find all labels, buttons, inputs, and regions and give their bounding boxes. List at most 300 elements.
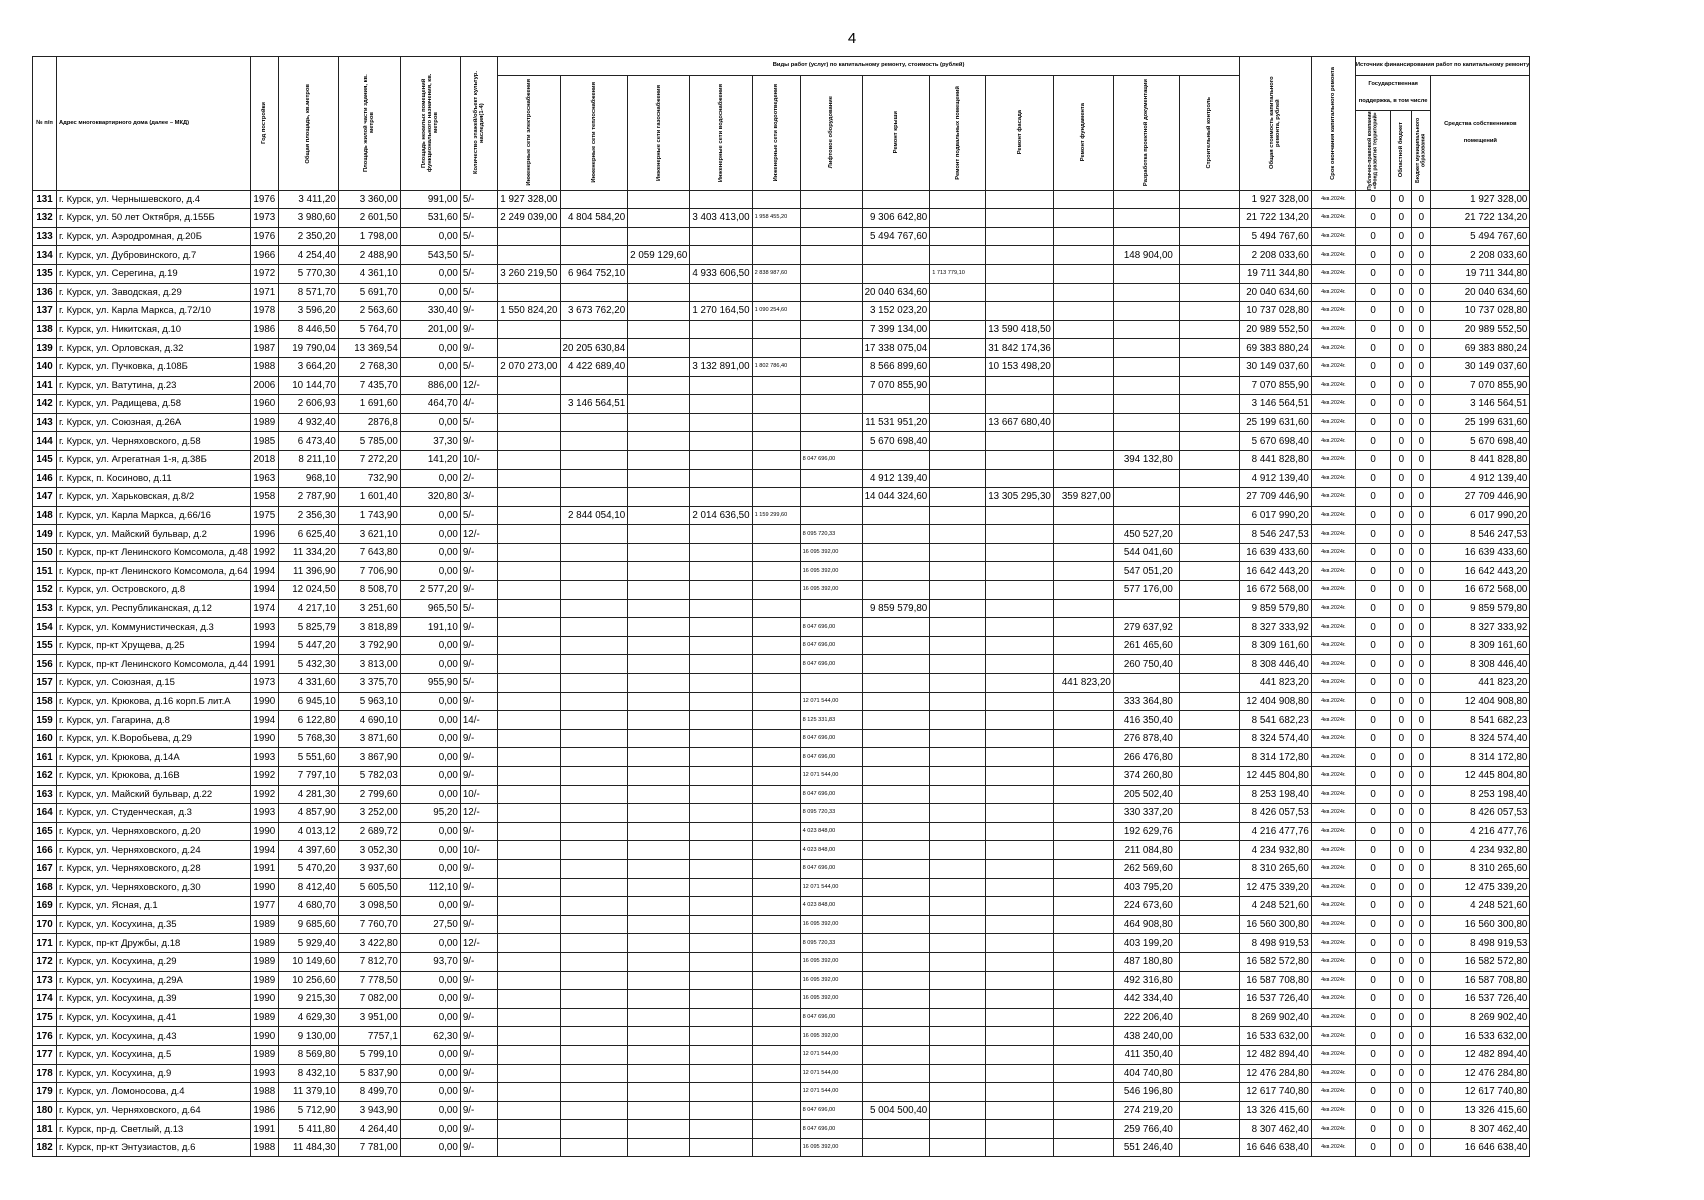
cell-deadline: 4кв.2024г. [1311, 190, 1355, 209]
header-year: Год постройки [250, 57, 278, 191]
cell-w-heat [560, 767, 628, 786]
cell-w-water [690, 1101, 752, 1120]
cell-w-sewer [752, 655, 800, 674]
cell-src-region: 0 [1391, 859, 1412, 878]
cell-w-basement [930, 246, 986, 265]
cell-deadline: 4кв.2024г. [1311, 1101, 1355, 1120]
cell-living-area: 7 435,70 [338, 376, 400, 395]
cell-w-foundation [1053, 264, 1113, 283]
cell-w-foundation [1053, 581, 1113, 600]
cell-w-control [1179, 1120, 1239, 1139]
cell-total-area: 4 932,40 [278, 413, 338, 432]
cell-n: 137 [33, 302, 57, 321]
cell-src-owners: 12 617 740,80 [1431, 1083, 1530, 1102]
table-row [33, 599, 1530, 618]
cell-src-muni: 0 [1412, 506, 1431, 525]
cell-src-region: 0 [1391, 971, 1412, 990]
cell-src-fund: 0 [1355, 859, 1391, 878]
cell-w-sewer [752, 674, 800, 693]
cell-w-sewer [752, 618, 800, 637]
cell-src-region: 0 [1391, 692, 1412, 711]
cell-w-roof [862, 952, 930, 971]
cell-w-roof: 7 399 134,00 [862, 320, 930, 339]
cell-deadline: 4кв.2024г. [1311, 618, 1355, 637]
cell-floors: 9/- [460, 1138, 497, 1157]
cell-w-basement [930, 320, 986, 339]
cell-w-sewer [752, 246, 800, 265]
cell-src-muni: 0 [1412, 990, 1431, 1009]
cell-w-lift: 8 047 696,00 [800, 748, 862, 767]
cell-w-lift: 8 095 720,33 [800, 525, 862, 544]
cell-n: 159 [33, 711, 57, 730]
cell-address: г. Курск, ул. Союзная, д.26А [57, 413, 251, 432]
cell-year: 1973 [250, 209, 278, 228]
cell-address: г. Курск, пр-кт Хрущева, д.25 [57, 636, 251, 655]
cell-src-owners: 4 912 139,40 [1431, 469, 1530, 488]
cell-w-control [1179, 209, 1239, 228]
cell-floors: 9/- [460, 897, 497, 916]
cell-total-area: 4 281,30 [278, 785, 338, 804]
cell-w-foundation [1053, 599, 1113, 618]
cell-living-area: 2876,8 [338, 413, 400, 432]
cell-living-area: 3 052,30 [338, 841, 400, 860]
cell-total-area: 4 680,70 [278, 897, 338, 916]
header-src-region: Областной бюджет [1391, 110, 1412, 190]
cell-w-gas [628, 264, 690, 283]
cell-w-gas [628, 692, 690, 711]
cell-w-control [1179, 822, 1239, 841]
cell-w-roof [862, 711, 930, 730]
cell-year: 1994 [250, 841, 278, 860]
cell-w-lift [800, 246, 862, 265]
cell-src-muni: 0 [1412, 692, 1431, 711]
cell-w-control [1179, 1027, 1239, 1046]
cell-w-lift [800, 339, 862, 358]
cell-living-area: 7 778,50 [338, 971, 400, 990]
cell-w-facade [986, 636, 1054, 655]
cell-src-fund: 0 [1355, 246, 1391, 265]
cell-total-area: 8 569,80 [278, 1045, 338, 1064]
cell-total-cost: 8 310 265,60 [1239, 859, 1311, 878]
cell-floors: 9/- [460, 562, 497, 581]
cell-floors: 9/- [460, 1064, 497, 1083]
cell-w-heat: 4 804 584,20 [560, 209, 628, 228]
cell-src-region: 0 [1391, 1008, 1412, 1027]
cell-w-facade [986, 1138, 1054, 1157]
cell-w-elec [498, 432, 560, 451]
header-w-water: Инженерные сети водоснабжения [690, 75, 752, 190]
cell-year: 1973 [250, 674, 278, 693]
cell-year: 2006 [250, 376, 278, 395]
cell-w-water [690, 934, 752, 953]
cell-w-facade [986, 376, 1054, 395]
cell-w-facade [986, 227, 1054, 246]
cell-w-lift: 12 071 544,00 [800, 767, 862, 786]
cell-w-gas [628, 878, 690, 897]
cell-w-basement [930, 581, 986, 600]
cell-src-muni: 0 [1412, 674, 1431, 693]
cell-src-fund: 0 [1355, 432, 1391, 451]
cell-w-facade [986, 711, 1054, 730]
cell-year: 1989 [250, 1008, 278, 1027]
cell-total-cost: 21 722 134,20 [1239, 209, 1311, 228]
cell-deadline: 4кв.2024г. [1311, 581, 1355, 600]
cell-w-heat [560, 804, 628, 823]
cell-src-region: 0 [1391, 804, 1412, 823]
cell-w-roof [862, 525, 930, 544]
cell-src-fund: 0 [1355, 1120, 1391, 1139]
cell-floors: 9/- [460, 952, 497, 971]
cell-src-region: 0 [1391, 320, 1412, 339]
cell-floors: 12/- [460, 804, 497, 823]
cell-w-roof [862, 915, 930, 934]
cell-w-docs: 411 350,40 [1113, 1045, 1179, 1064]
cell-w-roof: 8 566 899,60 [862, 357, 930, 376]
cell-w-sewer [752, 432, 800, 451]
cell-w-heat [560, 952, 628, 971]
cell-w-foundation [1053, 1120, 1113, 1139]
cell-w-basement [930, 767, 986, 786]
cell-w-control [1179, 190, 1239, 209]
cell-w-facade [986, 1101, 1054, 1120]
header-w-gas: Инженерные сети газоснабжения [628, 75, 690, 190]
cell-w-control [1179, 283, 1239, 302]
table-row [33, 897, 1530, 916]
cell-src-muni: 0 [1412, 711, 1431, 730]
cell-nonres-area: 0,00 [400, 822, 460, 841]
cell-w-water [690, 450, 752, 469]
cell-deadline: 4кв.2024г. [1311, 748, 1355, 767]
cell-w-sewer [752, 897, 800, 916]
cell-w-lift: 8 125 331,83 [800, 711, 862, 730]
cell-w-lift [800, 209, 862, 228]
cell-year: 1971 [250, 283, 278, 302]
cell-w-water [690, 432, 752, 451]
cell-w-roof [862, 1027, 930, 1046]
cell-w-elec [498, 562, 560, 581]
cell-year: 1988 [250, 1138, 278, 1157]
table-header [33, 57, 1530, 191]
cell-src-owners: 27 709 446,90 [1431, 488, 1530, 507]
header-w-lift: Лифтовое оборудование [800, 75, 862, 190]
cell-w-docs [1113, 469, 1179, 488]
cell-w-sewer [752, 227, 800, 246]
cell-year: 1990 [250, 1027, 278, 1046]
cell-deadline: 4кв.2024г. [1311, 1064, 1355, 1083]
cell-w-facade [986, 432, 1054, 451]
cell-src-muni: 0 [1412, 543, 1431, 562]
table-row [33, 674, 1530, 693]
cell-living-area: 7 272,20 [338, 450, 400, 469]
cell-floors: 9/- [460, 636, 497, 655]
cell-src-muni: 0 [1412, 618, 1431, 637]
table-row [33, 692, 1530, 711]
cell-src-muni: 0 [1412, 859, 1431, 878]
cell-w-lift [800, 395, 862, 414]
cell-living-area: 5 691,70 [338, 283, 400, 302]
cell-w-water [690, 1027, 752, 1046]
cell-src-fund: 0 [1355, 209, 1391, 228]
cell-total-cost: 8 546 247,53 [1239, 525, 1311, 544]
cell-w-sewer: 1 159 299,60 [752, 506, 800, 525]
cell-w-control [1179, 859, 1239, 878]
cell-src-fund: 0 [1355, 804, 1391, 823]
header-w-facade: Ремонт фасада [986, 75, 1054, 190]
cell-w-water [690, 283, 752, 302]
cell-w-elec [498, 618, 560, 637]
cell-w-elec [498, 376, 560, 395]
cell-floors: 5/- [460, 599, 497, 618]
cell-n: 145 [33, 450, 57, 469]
cell-w-control [1179, 618, 1239, 637]
cell-w-basement [930, 395, 986, 414]
cell-w-basement [930, 339, 986, 358]
cell-w-lift: 8 047 696,00 [800, 1008, 862, 1027]
cell-w-sewer [752, 804, 800, 823]
cell-w-foundation [1053, 804, 1113, 823]
cell-src-muni: 0 [1412, 971, 1431, 990]
cell-living-area: 4 264,40 [338, 1120, 400, 1139]
cell-w-basement [930, 1101, 986, 1120]
table-row [33, 1008, 1530, 1027]
cell-n: 182 [33, 1138, 57, 1157]
cell-nonres-area: 0,00 [400, 357, 460, 376]
cell-floors: 10/- [460, 785, 497, 804]
cell-w-heat [560, 878, 628, 897]
header-works-group: Виды работ (услуг) по капитальному ремонту, стоимость (рублей) [498, 57, 1240, 76]
cell-w-roof: 20 040 634,60 [862, 283, 930, 302]
cell-src-fund: 0 [1355, 1064, 1391, 1083]
cell-year: 1991 [250, 1120, 278, 1139]
cell-w-heat [560, 692, 628, 711]
page-number: 4 [847, 30, 857, 47]
cell-address: г. Курск, ул. Агрегатная 1-я, д.38Б [57, 450, 251, 469]
cell-w-lift: 16 095 392,00 [800, 915, 862, 934]
cell-deadline: 4кв.2024г. [1311, 804, 1355, 823]
header-deadline: Срок окончания капитального ремонта [1311, 57, 1355, 191]
cell-w-control [1179, 543, 1239, 562]
cell-w-lift: 12 071 544,00 [800, 1064, 862, 1083]
cell-src-fund: 0 [1355, 506, 1391, 525]
cell-w-control [1179, 320, 1239, 339]
cell-total-area: 4 217,10 [278, 599, 338, 618]
cell-w-lift: 16 095 392,00 [800, 562, 862, 581]
cell-w-facade: 13 667 680,40 [986, 413, 1054, 432]
cell-w-docs: 192 629,76 [1113, 822, 1179, 841]
cell-w-facade [986, 1064, 1054, 1083]
cell-w-gas [628, 1045, 690, 1064]
cell-src-fund: 0 [1355, 655, 1391, 674]
cell-w-gas [628, 897, 690, 916]
cell-year: 1994 [250, 562, 278, 581]
cell-w-elec [498, 1008, 560, 1027]
cell-w-facade [986, 804, 1054, 823]
cell-w-docs: 403 795,20 [1113, 878, 1179, 897]
cell-year: 1993 [250, 748, 278, 767]
cell-living-area: 1 743,90 [338, 506, 400, 525]
cell-address: г. Курск, ул. Никитская, д.10 [57, 320, 251, 339]
cell-w-facade [986, 748, 1054, 767]
cell-src-fund: 0 [1355, 785, 1391, 804]
cell-src-muni: 0 [1412, 767, 1431, 786]
header-total-area: Общая площадь, кв.метров [278, 57, 338, 191]
cell-deadline: 4кв.2024г. [1311, 357, 1355, 376]
cell-floors: 9/- [460, 543, 497, 562]
cell-n: 149 [33, 525, 57, 544]
cell-w-foundation [1053, 562, 1113, 581]
cell-w-sewer [752, 878, 800, 897]
cell-w-control [1179, 729, 1239, 748]
cell-w-docs: 333 364,80 [1113, 692, 1179, 711]
cell-w-sewer [752, 525, 800, 544]
cell-w-gas [628, 711, 690, 730]
cell-src-owners: 8 309 161,60 [1431, 636, 1530, 655]
cell-n: 138 [33, 320, 57, 339]
cell-w-facade [986, 785, 1054, 804]
table-row [33, 822, 1530, 841]
table-row [33, 804, 1530, 823]
cell-address: г. Курск, ул. 50 лет Октября, д.155Б [57, 209, 251, 228]
cell-src-owners: 16 533 632,00 [1431, 1027, 1530, 1046]
cell-n: 144 [33, 432, 57, 451]
cell-w-docs: 330 337,20 [1113, 804, 1179, 823]
cell-w-basement [930, 859, 986, 878]
cell-w-roof [862, 859, 930, 878]
cell-src-region: 0 [1391, 581, 1412, 600]
cell-w-water [690, 395, 752, 414]
cell-w-basement [930, 1045, 986, 1064]
cell-w-control [1179, 525, 1239, 544]
cell-w-basement [930, 748, 986, 767]
cell-w-docs: 222 206,40 [1113, 1008, 1179, 1027]
header-n: № п/п [33, 57, 57, 191]
cell-w-roof [862, 1138, 930, 1157]
cell-w-basement [930, 376, 986, 395]
cell-living-area: 5 764,70 [338, 320, 400, 339]
cell-w-gas [628, 432, 690, 451]
cell-w-foundation [1053, 897, 1113, 916]
capital-repair-table [32, 56, 1530, 1157]
cell-w-elec [498, 878, 560, 897]
cell-w-control [1179, 376, 1239, 395]
cell-src-owners: 3 146 564,51 [1431, 395, 1530, 414]
cell-w-water [690, 971, 752, 990]
cell-year: 1960 [250, 395, 278, 414]
cell-w-basement [930, 525, 986, 544]
cell-deadline: 4кв.2024г. [1311, 506, 1355, 525]
cell-w-lift: 16 095 392,00 [800, 581, 862, 600]
cell-w-basement [930, 822, 986, 841]
cell-nonres-area: 0,00 [400, 636, 460, 655]
cell-src-muni: 0 [1412, 1064, 1431, 1083]
cell-src-owners: 8 310 265,60 [1431, 859, 1530, 878]
cell-address: г. Курск, ул. Черняховского, д.20 [57, 822, 251, 841]
cell-address: г. Курск, ул. Крюкова, д.14А [57, 748, 251, 767]
cell-year: 1989 [250, 1045, 278, 1064]
cell-nonres-area: 0,00 [400, 971, 460, 990]
cell-w-lift: 4 023 848,00 [800, 822, 862, 841]
cell-nonres-area: 0,00 [400, 264, 460, 283]
cell-w-control [1179, 804, 1239, 823]
cell-w-docs: 276 878,40 [1113, 729, 1179, 748]
cell-w-basement [930, 1138, 986, 1157]
cell-w-facade [986, 302, 1054, 321]
cell-living-area: 7 781,00 [338, 1138, 400, 1157]
cell-w-foundation [1053, 209, 1113, 228]
cell-w-docs: 374 260,80 [1113, 767, 1179, 786]
cell-total-cost: 8 327 333,92 [1239, 618, 1311, 637]
cell-address: г. Курск, пр-д. Светлый, д.13 [57, 1120, 251, 1139]
cell-nonres-area: 0,00 [400, 543, 460, 562]
cell-w-control [1179, 971, 1239, 990]
cell-deadline: 4кв.2024г. [1311, 1120, 1355, 1139]
cell-w-lift: 16 095 392,00 [800, 990, 862, 1009]
cell-w-basement [930, 934, 986, 953]
cell-src-muni: 0 [1412, 1045, 1431, 1064]
cell-w-basement [930, 469, 986, 488]
cell-w-gas [628, 1120, 690, 1139]
cell-w-facade [986, 264, 1054, 283]
cell-total-cost: 10 737 028,80 [1239, 302, 1311, 321]
cell-w-gas [628, 357, 690, 376]
cell-n: 162 [33, 767, 57, 786]
cell-w-sewer [752, 767, 800, 786]
cell-n: 173 [33, 971, 57, 990]
header-w-control: Строительный контроль [1179, 75, 1239, 190]
cell-src-region: 0 [1391, 897, 1412, 916]
cell-year: 1976 [250, 227, 278, 246]
cell-w-heat [560, 320, 628, 339]
cell-floors: 9/- [460, 655, 497, 674]
cell-address: г. Курск, ул. Ломоносова, д.4 [57, 1083, 251, 1102]
cell-w-basement [930, 1064, 986, 1083]
cell-address: г. Курск, ул. Гагарина, д.8 [57, 711, 251, 730]
cell-w-lift: 4 023 848,00 [800, 841, 862, 860]
cell-src-muni: 0 [1412, 227, 1431, 246]
cell-src-region: 0 [1391, 450, 1412, 469]
cell-src-fund: 0 [1355, 1101, 1391, 1120]
cell-n: 157 [33, 674, 57, 693]
cell-w-water [690, 469, 752, 488]
cell-w-facade [986, 1045, 1054, 1064]
cell-year: 1993 [250, 804, 278, 823]
cell-src-owners: 8 307 462,40 [1431, 1120, 1530, 1139]
cell-w-water [690, 822, 752, 841]
cell-w-docs: 551 246,40 [1113, 1138, 1179, 1157]
cell-w-docs [1113, 674, 1179, 693]
cell-w-gas [628, 525, 690, 544]
cell-src-owners: 5 670 698,40 [1431, 432, 1530, 451]
cell-w-heat [560, 990, 628, 1009]
cell-deadline: 4кв.2024г. [1311, 934, 1355, 953]
cell-w-control [1179, 581, 1239, 600]
cell-address: г. Курск, ул. Крюкова, д.16 корп.Б лит.А [57, 692, 251, 711]
cell-w-sewer [752, 971, 800, 990]
cell-src-region: 0 [1391, 469, 1412, 488]
header-floors: Количество этажей/объект культур. наследия(1-4) [460, 57, 497, 191]
cell-w-heat [560, 376, 628, 395]
table-row [33, 246, 1530, 265]
cell-w-heat [560, 1120, 628, 1139]
cell-total-area: 5 470,20 [278, 859, 338, 878]
cell-w-basement [930, 674, 986, 693]
cell-w-water [690, 859, 752, 878]
cell-src-fund: 0 [1355, 1045, 1391, 1064]
cell-nonres-area: 191,10 [400, 618, 460, 637]
cell-w-elec [498, 469, 560, 488]
cell-floors: 9/- [460, 432, 497, 451]
cell-w-basement [930, 227, 986, 246]
